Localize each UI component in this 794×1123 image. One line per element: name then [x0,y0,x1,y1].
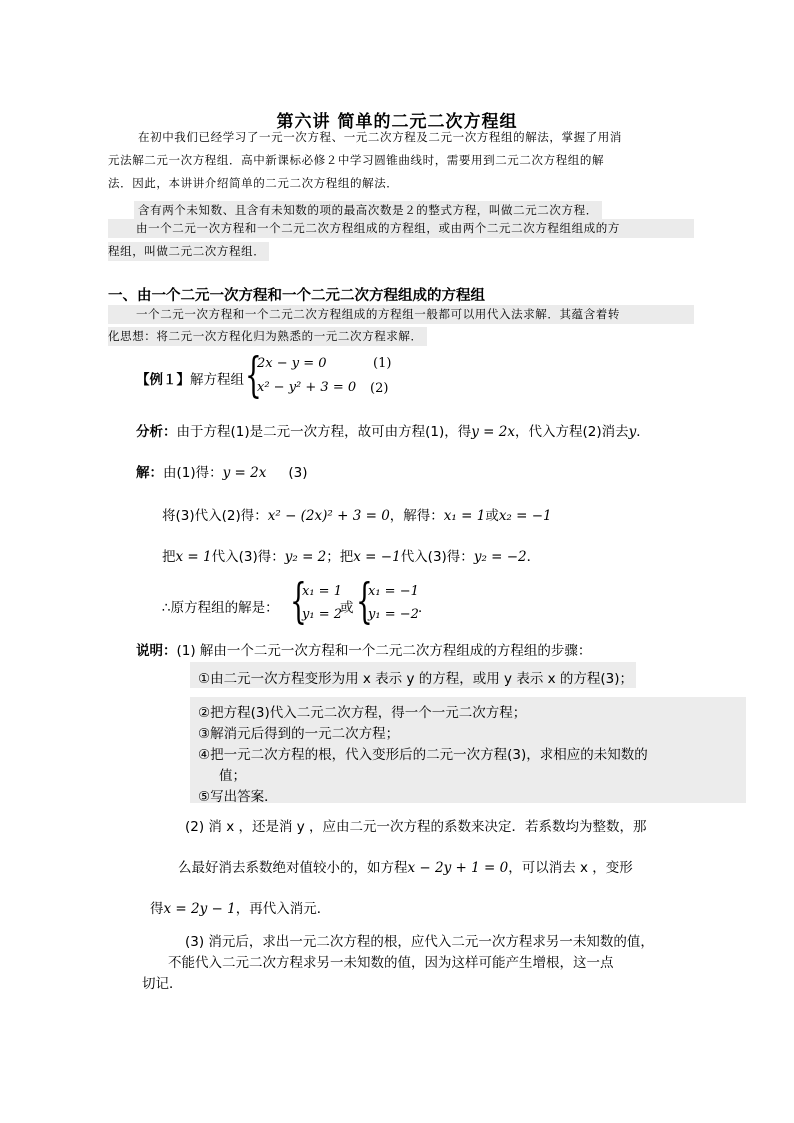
note-3-line-2: 不能代入二元二次方程求另一未知数的值，因为这样可能产生增根，这一点 [168,955,614,971]
solution-step-2 [162,504,552,524]
procedure-step-5: ⑤写出答案． [198,789,278,805]
step-3-end: ． [526,549,541,565]
section-1-heading: 一、由一个二元一次方程和一个二元二次方程组成的方程组 [108,288,485,304]
equation-1: 2x − y = 0 [257,356,327,371]
step-1-tag: (3) [288,465,308,481]
note-2-text-b: ，可以消去 x ，变形 [508,860,633,876]
procedure-step-2: ②把方程(3)代入二元二次方程，得一个一元二次方程； [198,705,527,721]
final-or: 或 [340,600,354,616]
note-2-text-d: ，再代入消元． [235,901,331,917]
note-3-line-1: (3) 消元后，求出一元二次方程的根，应代入二元一次方程求另一未知数的值， [185,934,654,950]
definition-system-line-2: 程组，叫做二元二次方程组． [108,242,269,261]
equation-2-tag: (2) [370,381,389,396]
step-2-root-1: x₁ = 1 [443,508,486,524]
left-brace-icon: { [290,573,307,629]
example-prompt-text: 解方程组 [190,372,244,388]
step-2-expr: x² − (2x)² + 3 = 0 [267,508,390,524]
step-1-expr: y = 2x [222,465,267,481]
solution-label: 解： [136,465,163,481]
left-brace-icon: { [356,573,373,629]
solution-2-x: x₁ = −1 [368,584,419,599]
left-brace-icon: { [245,347,262,403]
note-2-expr: x − 2y + 1 = 0 [407,860,509,876]
step-2-root-2: x₂ = −1 [498,508,552,524]
definition-quadratic-equation: 含有两个未知数、且含有未知数的项的最高次数是２的整式方程，叫做二元二次方程． [134,201,602,220]
step-2-or: 或 [485,508,499,524]
section-1-desc-line-1: 一个二元一次方程和一个二元二次方程组成的方程组一般都可以用代入法求解．其蕴含着转 [108,305,694,324]
note-2-expr-2: x = 2y − 1 [163,901,236,917]
analysis-var: y [628,424,637,440]
analysis-end: ． [636,424,650,440]
step-3-expr-1: x = 1 [175,549,212,565]
analysis-text-b: ，代入方程(2)消去 [514,424,629,440]
analysis-label: 分析： [136,424,177,440]
note-3-line-3: 切记． [142,976,183,992]
intro-line-2: 元法解二元一次方程组．高中新课标必修２中学习圆锥曲线时，需要用到二元二次方程组的解 [108,153,605,167]
step-3-d: 代入(3)得： [400,549,474,565]
final-answer-text: ∴原方程组的解是： [162,600,279,616]
solution-1-x: x₁ = 1 [302,584,342,599]
equation-1-tag: (1) [373,356,392,371]
final-end: ． [418,600,432,616]
step-3-expr-3: x = −1 [353,549,401,565]
step-2-text: 将(3)代入(2)得： [162,508,268,524]
note-1 [136,639,591,659]
solution-step-1 [136,461,307,481]
intro-line-1: 在初中我们已经学习了一元一次方程、一元二次方程及二元一次方程组的解法，掌握了用消 [138,130,622,144]
step-3-expr-2: y₂ = 2 [284,549,327,565]
example-1-prompt [136,368,244,388]
note-2-line-3 [150,897,330,917]
note-2-text-c: 得 [150,901,164,917]
step-3-expr-4: y₂ = −2 [473,549,527,565]
analysis [136,420,650,440]
note-1-text: (1) 解由一个二元一次方程和一个二元二次方程组成的方程组的步骤： [176,643,592,659]
note-2-line-1: (2) 消 x ，还是消 y ，应由二元一次方程的系数来决定．若系数均为整数，那 [185,819,647,835]
analysis-expr: y = 2x [471,424,515,440]
notes-label: 说明： [136,643,177,659]
solution-2-y: y₁ = −2 [368,607,419,622]
page-title: 第六讲 简单的二元二次方程组 [276,112,518,132]
analysis-text-a: 由于方程(1)是二元一次方程，故可由方程(1)，得 [176,424,472,440]
step-3-c: ；把 [326,549,354,565]
section-1-desc-line-2: 化思想：将二元一次方程化归为熟悉的一元二次方程求解． [108,327,427,346]
procedure-step-3: ③解消元后得到的一元二次方程； [198,726,400,742]
step-1-text: 由(1)得： [163,465,223,481]
procedure-step-1: ①由二元一次方程变形为用 x 表示 y 的方程，或用 y 表示 x 的方程(3)； [198,671,634,687]
definition-system-line-1: 由一个二元一次方程和一个二元二次方程组成的方程组，或由两个二元二次方程组组成的方 [108,219,694,238]
procedure-step-4-cont: 值； [219,768,246,784]
equation-2: x² − y² + 3 = 0 [257,380,357,395]
note-2-text-a: 么最好消去系数绝对值较小的，如方程 [178,860,408,876]
intro-line-3: 法．因此，本讲讲介绍简单的二元二次方程组的解法． [108,176,399,190]
step-3-a: 把 [162,549,176,565]
step-3-b: 代入(3)得： [211,549,285,565]
note-2-line-2 [178,856,633,876]
procedure-step-4: ④把一元二次方程的根，代入变形后的二元一次方程(3)，求相应的未知数的 [198,747,648,763]
solution-1-y: y₁ = 2 [302,607,342,622]
solution-step-3 [162,545,540,565]
step-2-mid: ，解得： [389,508,444,524]
example-label: 【例１】 [136,372,190,388]
